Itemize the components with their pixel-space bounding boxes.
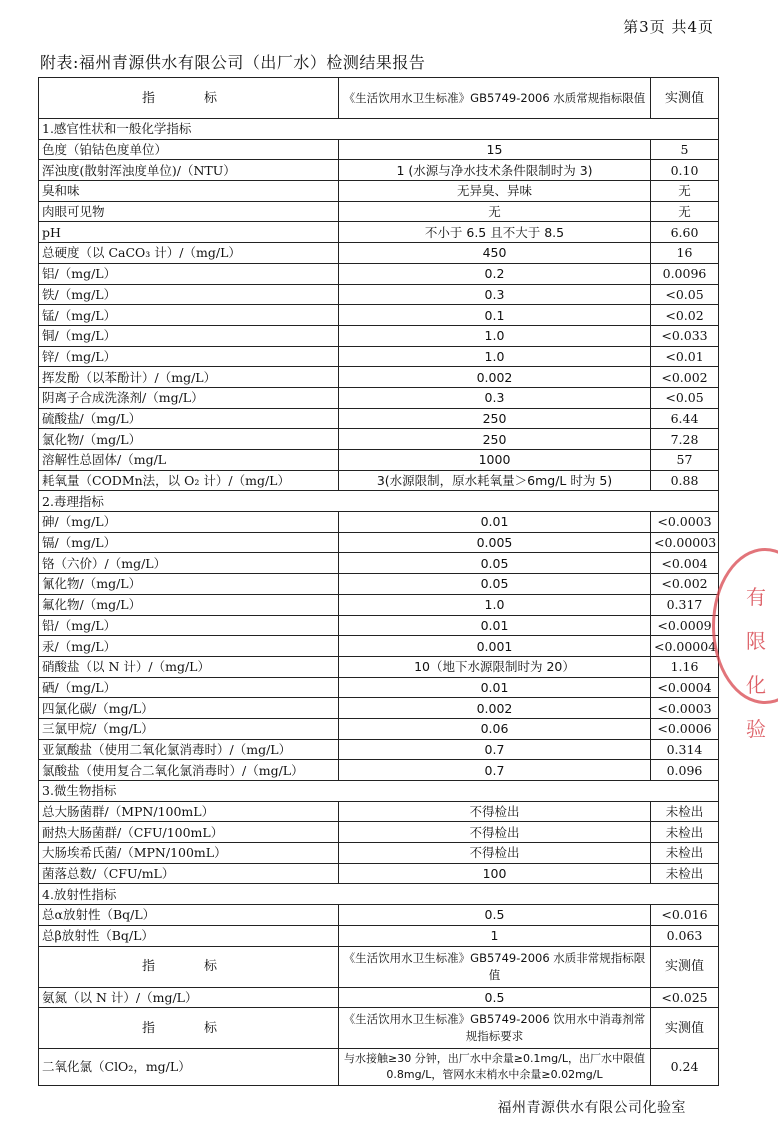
item-cell: 亚氯酸盐（使用二氧化氯消毒时）/（mg/L） (39, 739, 339, 760)
standard-cell: 0.2 (339, 263, 651, 284)
result-cell: 0.24 (651, 1049, 719, 1086)
result-cell: <0.025 (651, 987, 719, 1008)
item-cell: 臭和味 (39, 181, 339, 202)
item-cell: 耗氧量（CODMn法，以 O₂ 计）/（mg/L） (39, 470, 339, 491)
section-title: 2.毒理指标 (39, 491, 719, 512)
table-row (39, 470, 719, 491)
standard-cell: 0.01 (339, 677, 651, 698)
result-cell: 0.063 (651, 925, 719, 946)
standard-cell: 1000 (339, 450, 651, 471)
standard-cell: 10（地下水源限制时为 20） (339, 656, 651, 677)
item-cell: 耐热大肠菌群/（CFU/100mL） (39, 822, 339, 843)
header-item: 指 标 (39, 946, 339, 987)
standard-cell: 0.01 (339, 615, 651, 636)
report-title: 附表:福州青源供水有限公司（出厂水）检测结果报告 (40, 53, 426, 72)
table-row (39, 450, 719, 471)
table-row (39, 760, 719, 781)
header-result: 实测值 (651, 1008, 719, 1049)
result-cell: <0.0004 (651, 677, 719, 698)
standard-cell: 3(水源限制，原水耗氧量＞6mg/L 时为 5) (339, 470, 651, 491)
table-row (39, 532, 719, 553)
standard-cell: 0.7 (339, 760, 651, 781)
item-cell: 色度（铂钴色度单位） (39, 139, 339, 160)
table-row (39, 739, 719, 760)
table-row (39, 801, 719, 822)
section2-rows (39, 512, 719, 781)
section-title: 4.放射性指标 (39, 884, 719, 905)
standard-cell: 1.0 (339, 594, 651, 615)
standard-cell: 250 (339, 429, 651, 450)
result-cell: 无 (651, 201, 719, 222)
standard-cell: 无 (339, 201, 651, 222)
table-row (39, 553, 719, 574)
result-cell: 57 (651, 450, 719, 471)
result-cell: 0.10 (651, 160, 719, 181)
item-cell: 锌/（mg/L） (39, 346, 339, 367)
standard-cell: 0.3 (339, 284, 651, 305)
table-row (39, 718, 719, 739)
result-cell: 未检出 (651, 801, 719, 822)
item-cell: 菌落总数/（CFU/mL） (39, 863, 339, 884)
header-standard: 《生活饮用水卫生标准》GB5749-2006 水质非常规指标限值 (339, 946, 651, 987)
result-cell: <0.033 (651, 325, 719, 346)
item-cell: 溶解性总固体/（mg/L (39, 450, 339, 471)
result-cell: <0.00004 (651, 636, 719, 657)
result-cell: 6.60 (651, 222, 719, 243)
standard-cell: 1.0 (339, 346, 651, 367)
item-cell: 肉眼可见物 (39, 201, 339, 222)
item-cell: 大肠埃希氏菌/（MPN/100mL） (39, 843, 339, 864)
results-table (38, 77, 719, 1086)
item-cell: 铜/（mg/L） (39, 325, 339, 346)
result-cell: <0.00003 (651, 532, 719, 553)
item-cell: 四氯化碳/（mg/L） (39, 698, 339, 719)
item-cell: pH (39, 222, 339, 243)
section-row (39, 119, 719, 140)
table-row (39, 656, 719, 677)
table-row (39, 325, 719, 346)
section-row (39, 781, 719, 802)
standard-cell: 0.01 (339, 512, 651, 533)
section-row (39, 491, 719, 512)
table-row (39, 574, 719, 595)
item-cell: 阴离子合成洗涤剂/（mg/L） (39, 387, 339, 408)
table-row (39, 1049, 719, 1086)
item-cell: 镉/（mg/L） (39, 532, 339, 553)
table-row (39, 181, 719, 202)
result-cell: <0.002 (651, 574, 719, 595)
standard-cell: 250 (339, 408, 651, 429)
table-row (39, 863, 719, 884)
header-result: 实测值 (651, 78, 719, 119)
result-cell: 未检出 (651, 822, 719, 843)
table-row (39, 222, 719, 243)
item-cell: 总α放射性（Bq/L） (39, 905, 339, 926)
result-cell: 未检出 (651, 843, 719, 864)
result-cell: 0.0096 (651, 263, 719, 284)
standard-cell: 不得检出 (339, 843, 651, 864)
table-row (39, 408, 719, 429)
table-row (39, 698, 719, 719)
item-cell: 铝/（mg/L） (39, 263, 339, 284)
header-result: 实测值 (651, 946, 719, 987)
table-row (39, 201, 719, 222)
standard-cell: 0.001 (339, 636, 651, 657)
item-cell: 总大肠菌群/（MPN/100mL） (39, 801, 339, 822)
standard-cell: 0.06 (339, 718, 651, 739)
result-cell: 0.317 (651, 594, 719, 615)
result-cell: 7.28 (651, 429, 719, 450)
standard-cell: 0.002 (339, 367, 651, 388)
result-cell: <0.05 (651, 284, 719, 305)
item-cell: 铬（六价）/（mg/L） (39, 553, 339, 574)
item-cell: 汞/（mg/L） (39, 636, 339, 657)
result-cell: 5 (651, 139, 719, 160)
item-cell: 总β放射性（Bq/L） (39, 925, 339, 946)
standard-cell: 15 (339, 139, 651, 160)
table-row (39, 905, 719, 926)
standard-cell: 0.1 (339, 305, 651, 326)
page-number: 第3页 共4页 (623, 18, 714, 36)
standard-cell: 1.0 (339, 325, 651, 346)
result-cell: <0.002 (651, 367, 719, 388)
table-header-nonroutine (39, 946, 719, 987)
table-row (39, 139, 719, 160)
result-cell: <0.016 (651, 905, 719, 926)
standard-cell: 1 (339, 925, 651, 946)
item-cell: 氰化物/（mg/L） (39, 574, 339, 595)
item-cell: 硫酸盐/（mg/L） (39, 408, 339, 429)
item-cell: 三氯甲烷/（mg/L） (39, 718, 339, 739)
result-cell: <0.0006 (651, 718, 719, 739)
result-cell: 0.314 (651, 739, 719, 760)
table-row (39, 346, 719, 367)
item-cell: 硒/（mg/L） (39, 677, 339, 698)
result-cell: <0.004 (651, 553, 719, 574)
item-cell: 砷/（mg/L） (39, 512, 339, 533)
standard-cell: 0.5 (339, 987, 651, 1008)
result-cell: 6.44 (651, 408, 719, 429)
item-cell: 二氧化氯（ClO₂，mg/L） (39, 1049, 339, 1086)
item-cell: 氟化物/（mg/L） (39, 594, 339, 615)
standard-cell: 0.05 (339, 574, 651, 595)
table-row (39, 512, 719, 533)
item-cell: 浑浊度(散射浑浊度单位)/（NTU） (39, 160, 339, 181)
table-row (39, 284, 719, 305)
lab-signature: 福州青源供水有限公司化验室 (497, 1100, 686, 1116)
header-item: 指 标 (39, 78, 339, 119)
result-cell: <0.01 (651, 346, 719, 367)
table-row (39, 987, 719, 1008)
result-cell: 0.88 (651, 470, 719, 491)
item-cell: 铅/（mg/L） (39, 615, 339, 636)
standard-cell: 0.7 (339, 739, 651, 760)
table-row (39, 925, 719, 946)
item-cell: 氨氮（以 N 计）/（mg/L） (39, 987, 339, 1008)
result-cell: <0.0003 (651, 698, 719, 719)
result-cell: 无 (651, 181, 719, 202)
standard-cell: 无异臭、异味 (339, 181, 651, 202)
result-cell: <0.0003 (651, 512, 719, 533)
standard-cell: 0.005 (339, 532, 651, 553)
standard-cell: 0.002 (339, 698, 651, 719)
table-row (39, 243, 719, 264)
result-cell: 16 (651, 243, 719, 264)
table-header-disinfectant (39, 1008, 719, 1049)
standard-cell: 不得检出 (339, 801, 651, 822)
seal-text: 有限 化验 (746, 585, 766, 741)
standard-cell: 0.5 (339, 905, 651, 926)
table-row (39, 594, 719, 615)
section-title: 3.微生物指标 (39, 781, 719, 802)
standard-cell: 0.05 (339, 553, 651, 574)
header-standard: 《生活饮用水卫生标准》GB5749-2006 饮用水中消毒剂常规指标要求 (339, 1008, 651, 1049)
table-row (39, 822, 719, 843)
table-row (39, 387, 719, 408)
item-cell: 氯化物/（mg/L） (39, 429, 339, 450)
result-cell: <0.0009 (651, 615, 719, 636)
header-standard: 《生活饮用水卫生标准》GB5749-2006 水质常规指标限值 (339, 78, 651, 119)
item-cell: 硝酸盐（以 N 计）/（mg/L） (39, 656, 339, 677)
table-row (39, 367, 719, 388)
item-cell: 锰/（mg/L） (39, 305, 339, 326)
item-cell: 铁/（mg/L） (39, 284, 339, 305)
table-row (39, 615, 719, 636)
item-cell: 氯酸盐（使用复合二氧化氯消毒时）/（mg/L） (39, 760, 339, 781)
result-cell: <0.02 (651, 305, 719, 326)
item-cell: 总硬度（以 CaCO₃ 计）/（mg/L） (39, 243, 339, 264)
standard-cell: 不小于 6.5 且不大于 8.5 (339, 222, 651, 243)
table-row (39, 263, 719, 284)
standard-cell: 1 (水源与净水技术条件限制时为 3) (339, 160, 651, 181)
table-row (39, 677, 719, 698)
table-row (39, 636, 719, 657)
table-row (39, 305, 719, 326)
standard-cell: 与水接触≥30 分钟，出厂水中余量≥0.1mg/L，出厂水中限值 0.8mg/L，管网水末梢水中余量≥0.02mg/L (339, 1049, 651, 1086)
section1-rows (39, 139, 719, 491)
result-cell: <0.05 (651, 387, 719, 408)
result-cell: 未检出 (651, 863, 719, 884)
standard-cell: 450 (339, 243, 651, 264)
result-cell: 0.096 (651, 760, 719, 781)
table-row (39, 429, 719, 450)
section-row (39, 884, 719, 905)
item-cell: 挥发酚（以苯酚计）/（mg/L） (39, 367, 339, 388)
section-title: 1.感官性状和一般化学指标 (39, 119, 719, 140)
result-cell: 1.16 (651, 656, 719, 677)
standard-cell: 0.3 (339, 387, 651, 408)
header-item: 指 标 (39, 1008, 339, 1049)
table-row (39, 160, 719, 181)
table-row (39, 843, 719, 864)
standard-cell: 不得检出 (339, 822, 651, 843)
table-header (39, 78, 719, 119)
section4-rows (39, 905, 719, 946)
standard-cell: 100 (339, 863, 651, 884)
section3-rows (39, 801, 719, 884)
